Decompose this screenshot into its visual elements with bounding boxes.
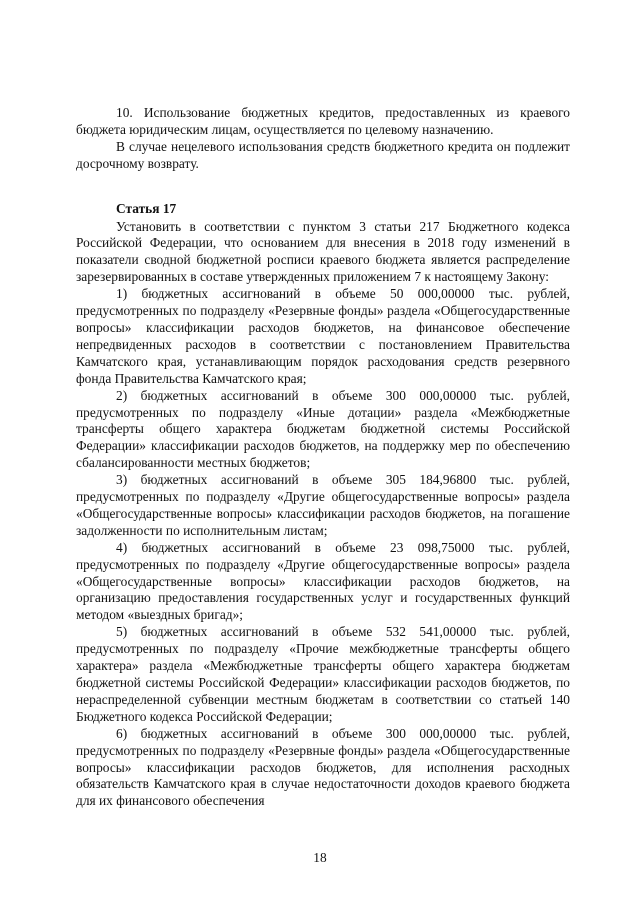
article-item-4: 4) бюджетных ассигнований в объеме 23 098,75000 тыс. рублей, предусмотренных по подразделу «Другие общегосударственные вопросы» раздела «Общегосударственные вопросы» классификации расходов бюджетов, на организацию предоставления государственных услуг и государственных функций методом «выездных бригад»; [76,539,570,623]
article-item-3: 3) бюджетных ассигнований в объеме 305 184,96800 тыс. рублей, предусмотренных по подразделу «Другие общегосударственные вопросы» раздела «Общегосударственные вопросы» классификации расходов бюджетов, на погашение задолженности по исполнительным листам; [76,472,570,538]
article-item-5: 5) бюджетных ассигнований в объеме 532 541,00000 тыс. рублей, предусмотренных по подразделу «Прочие межбюджетные трансферты общего характера» раздела «Межбюджетные трансферты общего характера бюджетам бюджетной системы Российской Федерации» классификации расходов бюджетов, по нераспределенной субвенции местным бюджетам в соответствии со статьей 140 Бюджетного кодекса Российской Федерации; [76,624,570,724]
article-title: Статья 17 [116,200,177,216]
document-body [76,105,570,810]
article-item-1: 1) бюджетных ассигнований в объеме 50 000,00000 тыс. рублей, предусмотренных по подразделу «Резервные фонды» раздела «Общегосударственные вопросы» классификации расходов бюджетов, на финансовое обеспечение непредвиденных расходов в соответствии с постановлением Правительства Камчатского края, устанавливающим порядок расходования средств резервного фонда Правительства Камчатского края; [76,286,570,386]
page-number: 18 [313,850,327,865]
article-item-2: 2) бюджетных ассигнований в объеме 300 000,00000 тыс. рублей, предусмотренных по подразделу «Иные дотации» раздела «Межбюджетные трансферты общего характера бюджетам бюджетной системы Российской Федерации» классификации расходов бюджетов, на поддержку мер по обеспечению сбалансированности местных бюджетов; [76,387,570,471]
paragraph-item-10: 10. Использование бюджетных кредитов, предоставленных из краевого бюджета юридическим лицам, осуществляется по целевому назначению. [76,105,570,137]
article-item-6: 6) бюджетных ассигнований в объеме 300 000,00000 тыс. рублей, предусмотренных по подразделу «Резервные фонды» раздела «Общегосударственные вопросы» классификации расходов бюджетов, для исполнения расходных обязательств Камчатского края в случае недостаточности доходов краевого бюджета для их финансового обеспечения [76,725,570,809]
paragraph-misuse-note: В случае нецелевого использования средств бюджетного кредита он подлежит досрочному возврату. [76,138,570,171]
article-intro: Установить в соответствии с пунктом 3 статьи 217 Бюджетного кодекса Российской Федерации, что основанием для внесения в 2018 году изменений в показатели сводной бюджетной росписи краевого бюджета является распределение зарезервированных в составе утвержденных приложением 7 к настоящему Закону: [76,218,570,285]
